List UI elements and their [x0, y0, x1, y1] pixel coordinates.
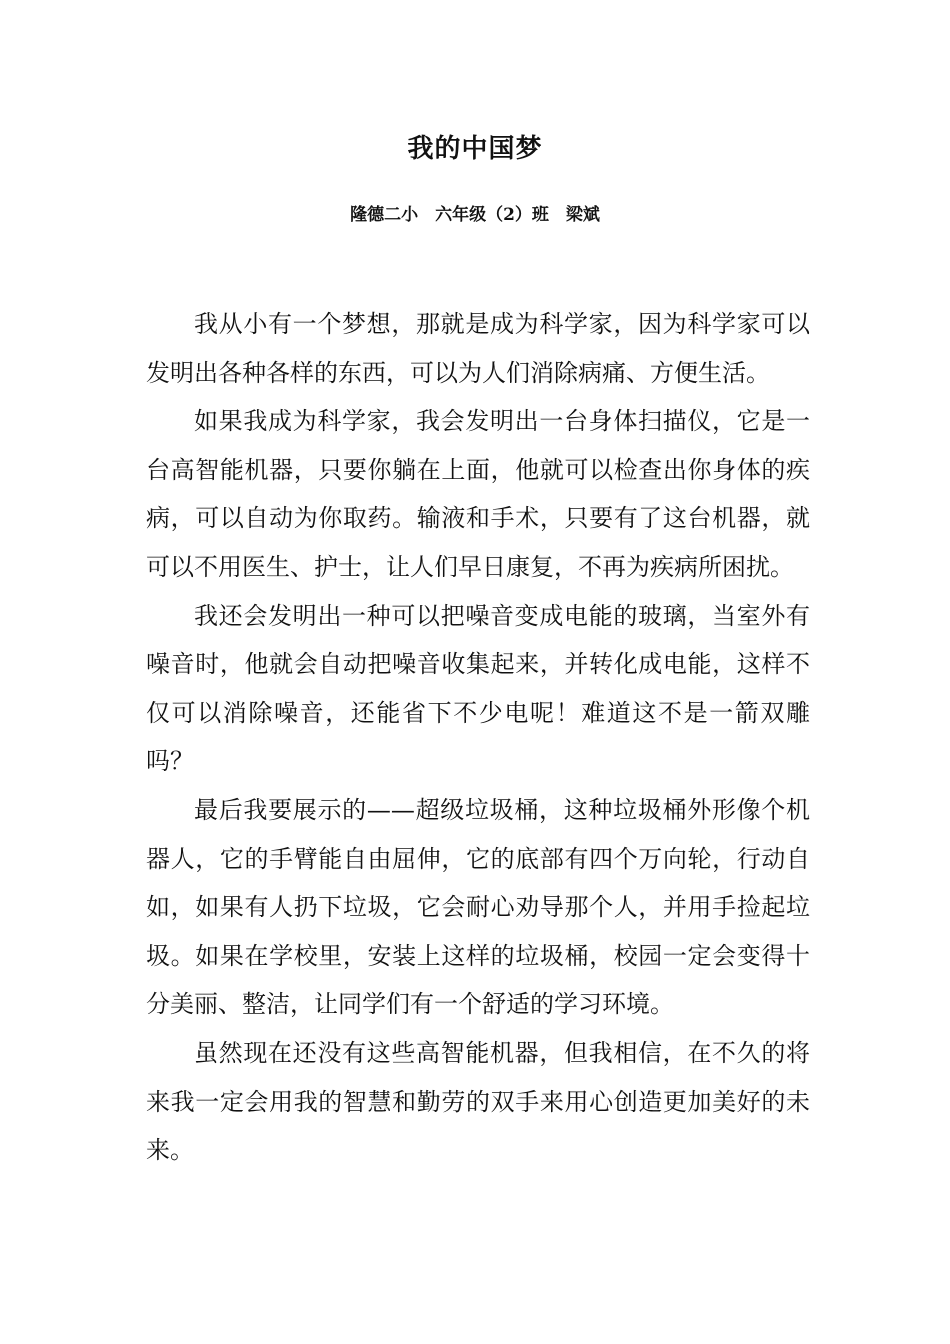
paragraph: 虽然现在还没有这些高智能机器，但我相信，在不久的将来我一定会用我的智慧和勤劳的双手来用心创造更加美好的未来。	[146, 1038, 810, 1165]
document-title: 我的中国梦	[407, 134, 543, 164]
essay-body	[146, 300, 810, 1175]
paragraph: 我从小有一个梦想，那就是成为科学家，因为科学家可以发明出各种各样的东西，可以为人们消除病痛、方便生活。	[146, 310, 810, 387]
author-byline: 隆德二小 六年级（2）班 梁斌	[350, 205, 600, 225]
paragraph: 最后我要展示的——超级垃圾桶，这种垃圾桶外形像个机器人，它的手臂能自由屈伸，它的底部有四个万向轮，行动自如，如果有人扔下垃圾，它会耐心劝导那个人，并用手捡起垃圾。如果在学校里，安装上这样的垃圾桶，校园一定会变得十分美丽、整洁，让同学们有一个舒适的学习环境。	[146, 795, 810, 1019]
paragraph: 我还会发明出一种可以把噪音变成电能的玻璃，当室外有噪音时，他就会自动把噪音收集起来，并转化成电能，这样不仅可以消除噪音，还能省下不少电呢！难道这不是一箭双雕吗？	[146, 601, 810, 776]
paragraph: 如果我成为科学家，我会发明出一台身体扫描仪，它是一台高智能机器，只要你躺在上面，他就可以检查出你身体的疾病，可以自动为你取药。输液和手术，只要有了这台机器，就可以不用医生、护士，让人们早日康复，不再为疾病所困扰。	[146, 407, 810, 581]
